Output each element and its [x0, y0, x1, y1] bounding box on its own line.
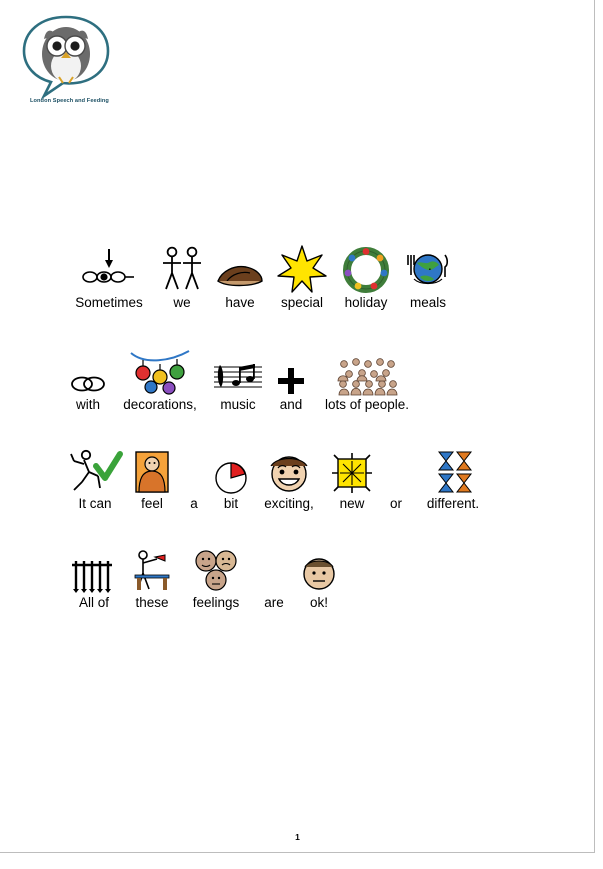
symbol-word-cell — [320, 345, 414, 412]
symbol-word-cell — [258, 543, 290, 610]
word: and — [279, 397, 303, 412]
owl-in-speech-bubble-logo — [18, 14, 114, 100]
symbol-word-cell — [216, 243, 264, 310]
linked-rings-symbol — [70, 345, 106, 395]
sentence-row — [70, 543, 348, 610]
logo — [18, 14, 114, 114]
sentence-row — [70, 345, 426, 412]
three-feeling-faces-symbol — [186, 543, 246, 593]
no-symbol — [184, 444, 204, 494]
symbol-word-cell — [70, 543, 118, 610]
neutral-face-symbol — [302, 543, 336, 593]
music-notes-symbol — [214, 345, 262, 395]
yellow-sunburst-square-symbol — [332, 444, 372, 494]
symbol-word-cell — [384, 444, 408, 511]
symbol-word-cell — [118, 345, 202, 412]
two-people-symbol — [160, 243, 204, 293]
word: All of — [78, 595, 109, 610]
crowd-of-people-symbol — [320, 345, 414, 395]
symbol-word-cell — [258, 444, 320, 511]
word: ok! — [309, 595, 328, 610]
symbol-word-cell — [420, 444, 486, 511]
symbol-word-cell — [186, 543, 246, 610]
word: feelings — [192, 595, 240, 610]
symbol-word-cell — [276, 243, 328, 310]
symbol-word-cell — [130, 543, 174, 610]
pointing-to-these-symbol — [130, 543, 174, 593]
no-symbol — [258, 543, 290, 593]
logo-caption: London Speech and Feeding — [30, 98, 109, 104]
word: meals — [409, 295, 446, 310]
word: these — [135, 595, 169, 610]
word: feel — [141, 496, 163, 511]
yellow-star-symbol — [276, 243, 328, 293]
holiday-wreath-symbol — [340, 243, 392, 293]
symbol-word-cell — [340, 243, 392, 310]
red-pie-slice-symbol — [216, 444, 246, 494]
trailing-period: . — [428, 258, 432, 273]
word: or — [389, 496, 402, 511]
word: holiday — [344, 295, 388, 310]
word: different. — [426, 496, 480, 511]
word: with — [75, 397, 100, 412]
word: It can — [78, 496, 112, 511]
symbol-word-cell — [332, 444, 372, 511]
symbol-word-cell — [302, 543, 336, 610]
all-of-tally-marks-symbol — [70, 543, 118, 593]
symbol-word-cell — [70, 243, 148, 310]
word: bit — [223, 496, 239, 511]
word: lots of people. — [324, 397, 410, 412]
sentence-row — [70, 444, 498, 511]
person-feeling-symbol — [132, 444, 172, 494]
hanging-baubles-symbol — [118, 345, 202, 395]
person-running-with-green-tick-symbol — [70, 444, 120, 494]
sometimes-clock-arrow-symbol — [70, 243, 148, 293]
symbol-word-cell — [216, 444, 246, 511]
word: a — [190, 496, 198, 511]
plus-sign-symbol — [274, 345, 308, 395]
symbol-word-cell — [184, 444, 204, 511]
symbol-word-cell — [404, 243, 452, 310]
word: exciting, — [264, 496, 314, 511]
two-different-shapes-symbol — [420, 444, 486, 494]
word: are — [264, 595, 284, 610]
word: have — [225, 295, 255, 310]
sentence-row — [70, 243, 464, 310]
no-symbol — [384, 444, 408, 494]
page-number: 1 — [295, 832, 300, 842]
excited-face-symbol — [258, 444, 320, 494]
word: we — [173, 295, 191, 310]
word: Sometimes — [75, 295, 143, 310]
word: special — [280, 295, 324, 310]
symbol-word-cell — [132, 444, 172, 511]
word: music — [220, 397, 256, 412]
symbol-word-cell — [274, 345, 308, 412]
symbol-word-cell — [214, 345, 262, 412]
word: decorations, — [123, 397, 197, 412]
symbol-word-cell — [70, 444, 120, 511]
word: new — [339, 496, 365, 511]
symbol-word-cell — [70, 345, 106, 412]
hand-holding-symbol — [216, 243, 264, 293]
symbol-word-cell — [160, 243, 204, 310]
